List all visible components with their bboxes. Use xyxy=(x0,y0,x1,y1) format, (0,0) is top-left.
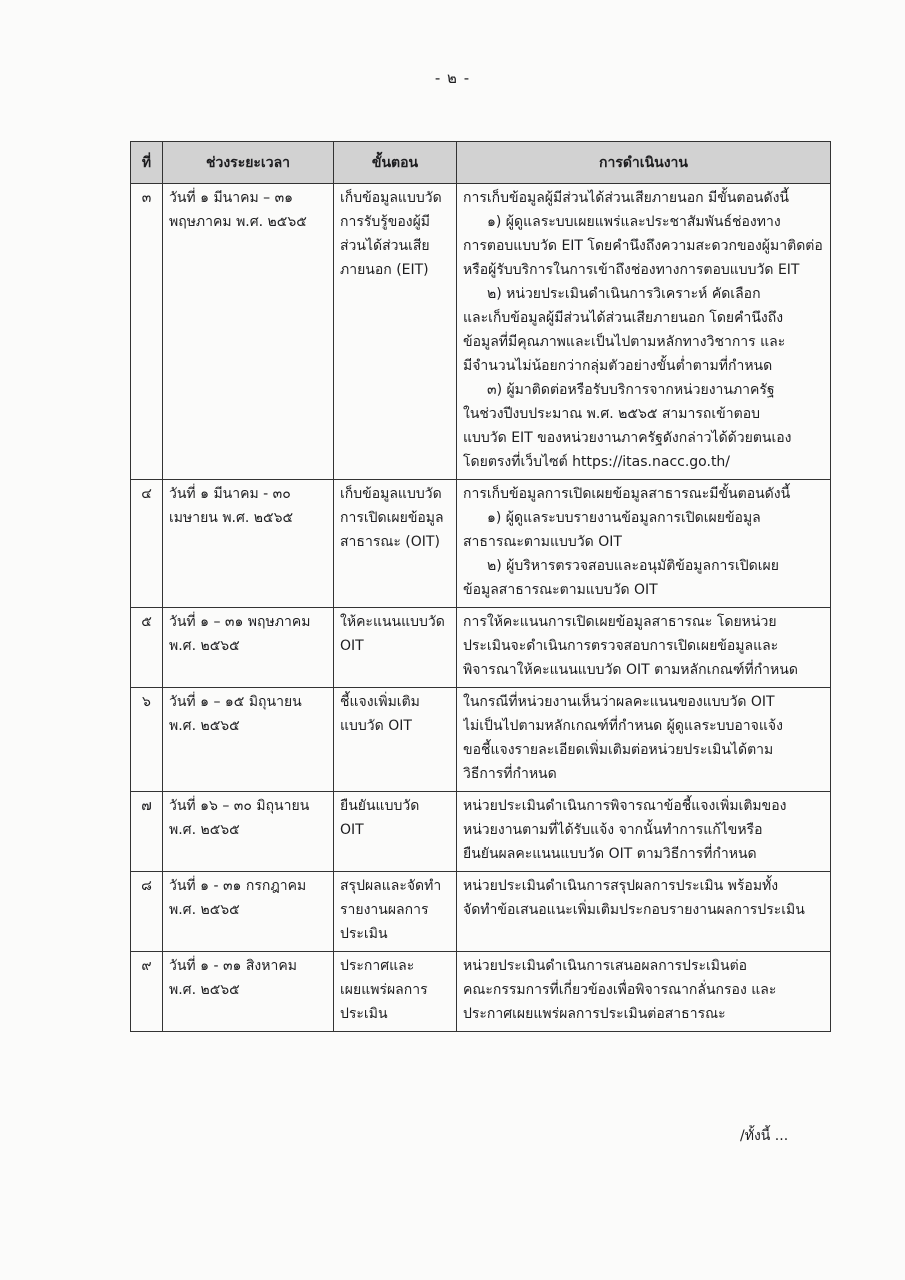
action-cell xyxy=(457,952,831,1032)
row-number: ๔ xyxy=(131,480,163,608)
action-line: หน่วยประเมินดำเนินการเสนอผลการประเมินต่อ xyxy=(463,958,748,974)
period-line: วันที่ ๑ - ๓๑ สิงหาคม xyxy=(169,958,297,974)
step-cell xyxy=(334,688,457,792)
step-line: การเปิดเผยข้อมูล xyxy=(340,510,444,526)
action-cell xyxy=(457,792,831,872)
period-cell xyxy=(163,608,334,688)
period-line: วันที่ ๑ มีนาคม – ๓๑ xyxy=(169,190,294,206)
action-line: ประกาศเผยแพร่ผลการประเมินต่อสาธารณะ xyxy=(463,1006,726,1022)
action-line: ในกรณีที่หน่วยงานเห็นว่าผลคะแนนของแบบวัด OIT xyxy=(463,694,775,710)
period-cell xyxy=(163,872,334,952)
step-line: ประกาศและ xyxy=(340,958,415,974)
action-cell xyxy=(457,688,831,792)
period-line: วันที่ ๑๖ – ๓๐ มิถุนายน xyxy=(169,798,310,814)
table-row xyxy=(131,952,831,1032)
step-cell xyxy=(334,608,457,688)
header-step: ขั้นตอน xyxy=(334,142,457,184)
action-line: ข้อมูลสาธารณะตามแบบวัด OIT xyxy=(463,582,658,598)
continuation-note: /ทั้งนี้ ... xyxy=(740,1128,789,1144)
action-line: ในช่วงปีงบประมาณ พ.ศ. ๒๕๖๕ สามารถเข้าตอบ xyxy=(463,406,760,422)
period-cell xyxy=(163,480,334,608)
table-row xyxy=(131,688,831,792)
table-row xyxy=(131,792,831,872)
action-line: ๑) ผู้ดูแลระบบเผยแพร่และประชาสัมพันธ์ช่องทาง xyxy=(487,214,781,230)
action-cell xyxy=(457,608,831,688)
action-line: การเก็บข้อมูลผู้มีส่วนได้ส่วนเสียภายนอก มีขั้นตอนดังนี้ xyxy=(463,190,789,206)
step-line: เผยแพร่ผลการ xyxy=(340,982,428,998)
step-line: ให้คะแนนแบบวัด xyxy=(340,614,445,630)
period-line: พ.ศ. ๒๕๖๕ xyxy=(169,822,240,838)
step-line: ชี้แจงเพิ่มเติม xyxy=(340,694,420,710)
action-line: ข้อมูลที่มีคุณภาพและเป็นไปตามหลักทางวิชาการ และ xyxy=(463,334,786,350)
row-number: ๘ xyxy=(131,872,163,952)
table-row xyxy=(131,872,831,952)
period-line: พ.ศ. ๒๕๖๕ xyxy=(169,718,240,734)
schedule-table xyxy=(130,141,831,1032)
period-line: พ.ศ. ๒๕๖๕ xyxy=(169,982,240,998)
action-line: ยืนยันผลคะแนนแบบวัด OIT ตามวิธีการที่กำหนด xyxy=(463,846,757,862)
period-line: พฤษภาคม พ.ศ. ๒๕๖๕ xyxy=(169,214,307,230)
table-header-row xyxy=(131,142,831,184)
step-cell xyxy=(334,480,457,608)
action-line: สาธารณะตามแบบวัด OIT xyxy=(463,534,622,550)
table-row xyxy=(131,608,831,688)
action-line: หน่วยประเมินดำเนินการพิจารณาข้อชี้แจงเพิ่มเติมของ xyxy=(463,798,787,814)
action-line: ไม่เป็นไปตามหลักเกณฑ์ที่กำหนด ผู้ดูแลระบบอาจแจ้ง xyxy=(463,718,783,734)
period-line: วันที่ ๑ - ๓๑ กรกฎาคม xyxy=(169,878,307,894)
step-line: ภายนอก (EIT) xyxy=(340,262,429,278)
step-line: เก็บข้อมูลแบบวัด xyxy=(340,190,442,206)
row-number: ๗ xyxy=(131,792,163,872)
action-line: การตอบแบบวัด EIT โดยคำนึงถึงความสะดวกของผู้มาติดต่อ xyxy=(463,238,823,254)
action-line: ๒) หน่วยประเมินดำเนินการวิเคราะห์ คัดเลือก xyxy=(487,286,761,302)
period-cell xyxy=(163,184,334,480)
action-line: ๑) ผู้ดูแลระบบรายงานข้อมูลการเปิดเผยข้อมูล xyxy=(487,510,761,526)
step-line: ประเมิน xyxy=(340,1006,388,1022)
step-line: ประเมิน xyxy=(340,926,388,942)
step-cell xyxy=(334,952,457,1032)
period-cell xyxy=(163,792,334,872)
action-line: จัดทำข้อเสนอแนะเพิ่มเติมประกอบรายงานผลการประเมิน xyxy=(463,902,805,918)
action-line: หน่วยงานตามที่ได้รับแจ้ง จากนั้นทำการแก้ไขหรือ xyxy=(463,822,763,838)
action-line: พิจารณาให้คะแนนแบบวัด OIT ตามหลักเกณฑ์ที่กำหนด xyxy=(463,662,798,678)
step-line: OIT xyxy=(340,822,364,838)
action-line: คณะกรรมการที่เกี่ยวข้องเพื่อพิจารณากลั่นกรอง และ xyxy=(463,982,777,998)
header-action: การดำเนินงาน xyxy=(457,142,831,184)
header-no: ที่ xyxy=(131,142,163,184)
period-cell xyxy=(163,688,334,792)
step-line: ส่วนได้ส่วนเสีย xyxy=(340,238,430,254)
action-line: การให้คะแนนการเปิดเผยข้อมูลสาธารณะ โดยหน่วย xyxy=(463,614,777,630)
period-line: วันที่ ๑ มีนาคม - ๓๐ xyxy=(169,486,291,502)
action-cell xyxy=(457,872,831,952)
action-line: แบบวัด EIT ของหน่วยงานภาครัฐดังกล่าวได้ด้วยตนเอง xyxy=(463,430,792,446)
table-row xyxy=(131,184,831,480)
action-line: ๒) ผู้บริหารตรวจสอบและอนุมัติข้อมูลการเปิดเผย xyxy=(487,558,779,574)
step-cell xyxy=(334,872,457,952)
step-line: เก็บข้อมูลแบบวัด xyxy=(340,486,442,502)
row-number: ๙ xyxy=(131,952,163,1032)
action-line: โดยตรงที่เว็บไซต์ https://itas.nacc.go.th/ xyxy=(463,454,731,470)
period-line: วันที่ ๑ – ๓๑ พฤษภาคม xyxy=(169,614,311,630)
period-cell xyxy=(163,952,334,1032)
step-line: รายงานผลการ xyxy=(340,902,429,918)
table-row xyxy=(131,480,831,608)
action-cell xyxy=(457,184,831,480)
step-cell xyxy=(334,184,457,480)
step-line: ยืนยันแบบวัด xyxy=(340,798,420,814)
action-line: ขอชี้แจงรายละเอียดเพิ่มเติมต่อหน่วยประเมินได้ตาม xyxy=(463,742,774,758)
period-line: พ.ศ. ๒๕๖๕ xyxy=(169,638,240,654)
period-line: วันที่ ๑ – ๑๕ มิถุนายน xyxy=(169,694,302,710)
period-line: เมษายน พ.ศ. ๒๕๖๕ xyxy=(169,510,294,526)
page-number: - ๒ - xyxy=(434,69,471,87)
row-number: ๖ xyxy=(131,688,163,792)
row-number: ๓ xyxy=(131,184,163,480)
action-line: ๓) ผู้มาติดต่อหรือรับบริการจากหน่วยงานภาครัฐ xyxy=(487,382,775,398)
step-line: OIT xyxy=(340,638,364,654)
action-line: และเก็บข้อมูลผู้มีส่วนได้ส่วนเสียภายนอก โดยคำนึงถึง xyxy=(463,310,784,326)
action-line: หน่วยประเมินดำเนินการสรุปผลการประเมิน พร้อมทั้ง xyxy=(463,878,779,894)
period-line: พ.ศ. ๒๕๖๕ xyxy=(169,902,240,918)
action-line: การเก็บข้อมูลการเปิดเผยข้อมูลสาธารณะมีขั้นตอนดังนี้ xyxy=(463,486,791,502)
row-number: ๕ xyxy=(131,608,163,688)
step-line: แบบวัด OIT xyxy=(340,718,412,734)
action-line: มีจำนวนไม่น้อยกว่ากลุ่มตัวอย่างขั้นต่ำตามที่กำหนด xyxy=(463,358,773,374)
action-line: วิธีการที่กำหนด xyxy=(463,766,557,782)
step-cell xyxy=(334,792,457,872)
header-period: ช่วงระยะเวลา xyxy=(163,142,334,184)
action-line: หรือผู้รับบริการในการเข้าถึงช่องทางการตอบแบบวัด EIT xyxy=(463,262,800,278)
step-line: สาธารณะ (OIT) xyxy=(340,534,440,550)
action-line: ประเมินจะดำเนินการตรวจสอบการเปิดเผยข้อมูลและ xyxy=(463,638,779,654)
step-line: สรุปผลและจัดทำ xyxy=(340,878,442,894)
action-cell xyxy=(457,480,831,608)
step-line: การรับรู้ของผู้มี xyxy=(340,214,431,230)
